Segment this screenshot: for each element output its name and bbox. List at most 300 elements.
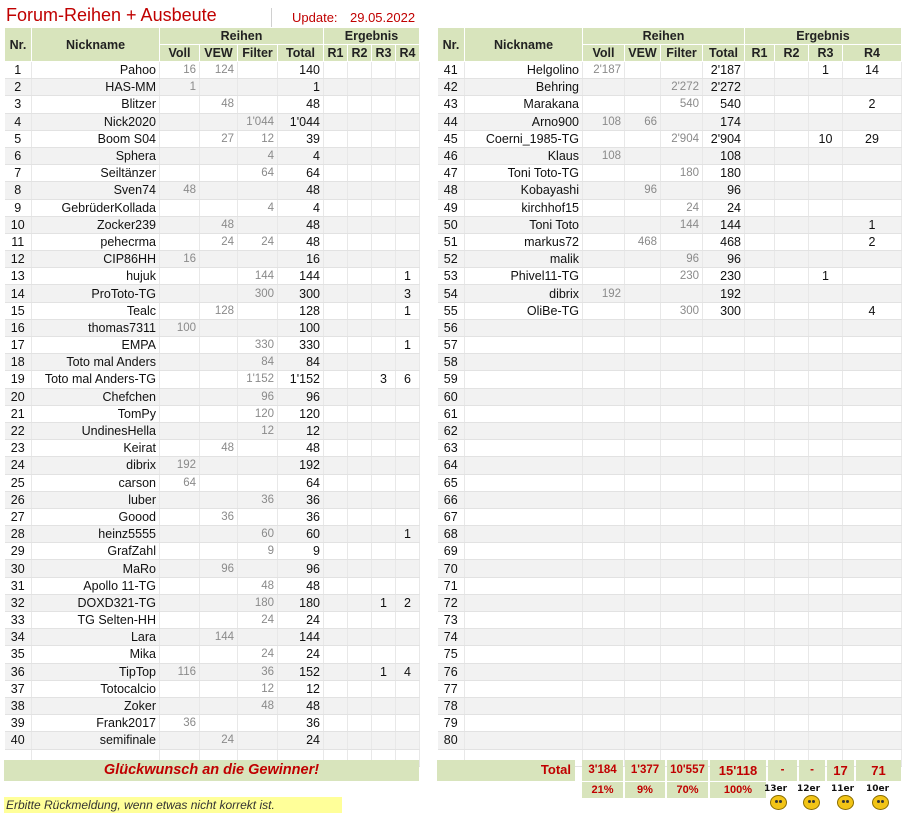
col-header-r3: R3: [372, 45, 396, 62]
r2-cell: [775, 182, 809, 199]
vew-cell: [625, 268, 661, 285]
emoji-11er-icon: [831, 784, 859, 814]
table-row: [5, 440, 420, 457]
r2-cell: [348, 268, 372, 285]
r3-cell: [809, 697, 843, 714]
row-number: 43: [438, 96, 465, 113]
r4-cell: 1: [396, 302, 420, 319]
total-cell: [703, 543, 745, 560]
row-number: 28: [5, 526, 32, 543]
r4-cell: [396, 147, 420, 164]
col-header-r1: R1: [745, 45, 775, 62]
voll-cell: 108: [583, 147, 625, 164]
total-cell: 100: [278, 319, 324, 336]
r3-cell: [372, 233, 396, 250]
r4-cell: [843, 646, 902, 663]
total-cell: 2'272: [703, 79, 745, 96]
r2-cell: [775, 680, 809, 697]
nickname-cell: Keirat: [32, 440, 160, 457]
table-row: [5, 732, 420, 749]
r3-cell: [372, 560, 396, 577]
filter-cell: [238, 182, 278, 199]
r4-cell: [396, 233, 420, 250]
total-cell: 120: [278, 405, 324, 422]
r2-cell: [348, 182, 372, 199]
r4-cell: [396, 113, 420, 130]
nickname-cell: kirchhof15: [465, 199, 583, 216]
filter-cell: [661, 560, 703, 577]
r4-cell: [843, 508, 902, 525]
r1-cell: [324, 371, 348, 388]
r2-cell: [348, 491, 372, 508]
total-cell: [703, 663, 745, 680]
vew-cell: [200, 405, 238, 422]
vew-cell: [625, 440, 661, 457]
vew-cell: [200, 182, 238, 199]
filter-cell: 36: [238, 663, 278, 680]
filter-cell: [661, 697, 703, 714]
r3-cell: [372, 354, 396, 371]
group-header-ergebnis: Ergebnis: [324, 28, 420, 45]
total-cell: [703, 319, 745, 336]
r1-cell: [745, 526, 775, 543]
table-row: [438, 79, 902, 96]
nickname-cell: thomas7311: [32, 319, 160, 336]
voll-cell: 2'187: [583, 62, 625, 79]
row-number: 4: [5, 113, 32, 130]
table-row: [5, 199, 420, 216]
table-row: [438, 182, 902, 199]
row-number: 19: [5, 371, 32, 388]
filter-cell: [661, 526, 703, 543]
total-r4: 71: [856, 760, 901, 781]
total-cell: 96: [703, 182, 745, 199]
nickname-cell: Toni Toto-TG: [465, 165, 583, 182]
r4-cell: [843, 371, 902, 388]
table-row: [438, 199, 902, 216]
voll-cell: [160, 646, 200, 663]
nickname-cell: Sven74: [32, 182, 160, 199]
nickname-cell: [465, 732, 583, 749]
total-cell: 36: [278, 508, 324, 525]
voll-cell: [583, 508, 625, 525]
total-cell: [703, 440, 745, 457]
r4-cell: 29: [843, 130, 902, 147]
vew-cell: [625, 474, 661, 491]
r2-cell: [348, 354, 372, 371]
nickname-cell: Zocker239: [32, 216, 160, 233]
nickname-cell: Zoker: [32, 697, 160, 714]
row-number: 11: [5, 233, 32, 250]
nickname-cell: [465, 680, 583, 697]
table-row: [438, 388, 902, 405]
vew-cell: [200, 147, 238, 164]
r2-cell: [775, 508, 809, 525]
row-number: 2: [5, 79, 32, 96]
table-row: [5, 543, 420, 560]
nickname-cell: OliBe-TG: [465, 302, 583, 319]
r3-cell: [372, 474, 396, 491]
voll-cell: [583, 79, 625, 96]
r1-cell: [324, 268, 348, 285]
r2-cell: [775, 130, 809, 147]
vew-cell: [625, 560, 661, 577]
vew-cell: [200, 697, 238, 714]
filter-cell: [238, 457, 278, 474]
nickname-cell: [465, 697, 583, 714]
row-number: 21: [5, 405, 32, 422]
voll-cell: [583, 337, 625, 354]
r2-cell: [348, 422, 372, 439]
total-cell: 144: [278, 268, 324, 285]
row-number: 18: [5, 354, 32, 371]
voll-cell: [583, 474, 625, 491]
vew-cell: [625, 96, 661, 113]
vew-cell: [625, 629, 661, 646]
table-row: [5, 268, 420, 285]
r4-cell: [843, 147, 902, 164]
r1-cell: [745, 233, 775, 250]
table-row: [5, 251, 420, 268]
r2-cell: [348, 165, 372, 182]
r2-cell: [775, 319, 809, 336]
nickname-cell: Helgolino: [465, 62, 583, 79]
r4-cell: [843, 165, 902, 182]
vew-cell: [200, 491, 238, 508]
r2-cell: [775, 285, 809, 302]
nickname-cell: Toto mal Anders-TG: [32, 371, 160, 388]
total-cell: 2'904: [703, 130, 745, 147]
row-number: 33: [5, 612, 32, 629]
r3-cell: [372, 612, 396, 629]
r4-cell: [843, 337, 902, 354]
table-row: [5, 302, 420, 319]
total-cell: [703, 612, 745, 629]
table-row: [438, 130, 902, 147]
r2-cell: [348, 62, 372, 79]
row-number: 24: [5, 457, 32, 474]
row-number: 38: [5, 697, 32, 714]
table-row: [438, 594, 902, 611]
r4-cell: [843, 251, 902, 268]
r4-cell: 1: [396, 526, 420, 543]
nickname-cell: Mika: [32, 646, 160, 663]
r2-cell: [348, 646, 372, 663]
vew-cell: [625, 251, 661, 268]
r1-cell: [324, 147, 348, 164]
table-row: [438, 612, 902, 629]
r3-cell: [372, 337, 396, 354]
r4-cell: [396, 199, 420, 216]
r1-cell: [745, 508, 775, 525]
vew-cell: [625, 319, 661, 336]
table-row: [5, 508, 420, 525]
vew-cell: [625, 388, 661, 405]
row-number: 76: [438, 663, 465, 680]
table-row: [438, 560, 902, 577]
r4-cell: [843, 405, 902, 422]
r2-cell: [348, 560, 372, 577]
r3-cell: [372, 268, 396, 285]
r1-cell: [745, 491, 775, 508]
voll-cell: [583, 251, 625, 268]
r2-cell: [775, 732, 809, 749]
r3-cell: 1: [809, 62, 843, 79]
r1-cell: [745, 405, 775, 422]
r3-cell: [372, 302, 396, 319]
r3-cell: [809, 216, 843, 233]
row-number: 6: [5, 147, 32, 164]
voll-cell: 16: [160, 62, 200, 79]
nickname-cell: Toni Toto: [465, 216, 583, 233]
r2-cell: [775, 577, 809, 594]
congrats-banner: Glückwunsch an die Gewinner!: [4, 760, 419, 781]
r3-cell: [809, 147, 843, 164]
r1-cell: [745, 577, 775, 594]
voll-cell: [583, 165, 625, 182]
r3-cell: [372, 113, 396, 130]
row-number: 40: [5, 732, 32, 749]
nickname-cell: Phivel11-TG: [465, 268, 583, 285]
vew-cell: [200, 165, 238, 182]
r3-cell: [372, 285, 396, 302]
vew-cell: 24: [200, 732, 238, 749]
r4-cell: [396, 62, 420, 79]
nickname-cell: UndinesHella: [32, 422, 160, 439]
vew-cell: [625, 697, 661, 714]
vew-cell: 124: [200, 62, 238, 79]
r2-cell: [348, 457, 372, 474]
table-row: [438, 319, 902, 336]
table-row: [5, 526, 420, 543]
r1-cell: [324, 182, 348, 199]
r4-cell: [396, 354, 420, 371]
voll-cell: [583, 629, 625, 646]
nickname-cell: markus72: [465, 233, 583, 250]
vew-cell: [625, 526, 661, 543]
r3-cell: [809, 165, 843, 182]
total-cell: 48: [278, 182, 324, 199]
row-number: 34: [5, 629, 32, 646]
total-cell: 2'187: [703, 62, 745, 79]
table-row: [438, 285, 902, 302]
total-cell: 230: [703, 268, 745, 285]
filter-cell: [238, 629, 278, 646]
nickname-cell: [465, 594, 583, 611]
r3-cell: [809, 646, 843, 663]
table-row: [438, 577, 902, 594]
r4-cell: [843, 319, 902, 336]
r3-cell: [809, 388, 843, 405]
total-vew: 1'377: [625, 760, 665, 781]
table-row: [438, 491, 902, 508]
r2-cell: [348, 526, 372, 543]
r1-cell: [324, 440, 348, 457]
table-row: [438, 371, 902, 388]
table-row: [438, 474, 902, 491]
row-number: 22: [5, 422, 32, 439]
table-row: [5, 62, 420, 79]
nickname-cell: TipTop: [32, 663, 160, 680]
filter-cell: 180: [238, 594, 278, 611]
vew-cell: [625, 594, 661, 611]
voll-cell: [160, 285, 200, 302]
r3-cell: [809, 629, 843, 646]
nickname-cell: GebrüderKollada: [32, 199, 160, 216]
filter-cell: [661, 457, 703, 474]
vew-cell: [625, 715, 661, 732]
voll-cell: [583, 216, 625, 233]
total-cell: 48: [278, 96, 324, 113]
voll-cell: [583, 268, 625, 285]
col-header-voll: Voll: [583, 45, 625, 62]
row-number: 80: [438, 732, 465, 749]
r4-cell: [843, 113, 902, 130]
table-row: [438, 663, 902, 680]
r1-cell: [745, 594, 775, 611]
r1-cell: [324, 663, 348, 680]
table-row: [5, 697, 420, 714]
table-row: [438, 543, 902, 560]
total-cell: 180: [278, 594, 324, 611]
nickname-cell: [465, 508, 583, 525]
vew-cell: [625, 543, 661, 560]
voll-cell: 16: [160, 251, 200, 268]
r4-cell: 2: [843, 233, 902, 250]
r1-cell: [745, 319, 775, 336]
filter-cell: [661, 663, 703, 680]
filter-cell: 96: [661, 251, 703, 268]
filter-cell: 540: [661, 96, 703, 113]
total-cell: 24: [278, 612, 324, 629]
total-cell: 192: [703, 285, 745, 302]
r2-cell: [775, 268, 809, 285]
vew-cell: 27: [200, 130, 238, 147]
vew-cell: 96: [625, 182, 661, 199]
r2-cell: [775, 697, 809, 714]
total-cell: 48: [278, 697, 324, 714]
filter-cell: 144: [661, 216, 703, 233]
nickname-cell: [465, 715, 583, 732]
r4-cell: [843, 285, 902, 302]
nickname-cell: Frank2017: [32, 715, 160, 732]
r1-cell: [324, 646, 348, 663]
row-number: 50: [438, 216, 465, 233]
filter-cell: 12: [238, 130, 278, 147]
r4-cell: [396, 697, 420, 714]
filter-cell: [661, 371, 703, 388]
r4-cell: [843, 629, 902, 646]
row-number: 25: [5, 474, 32, 491]
row-number: 37: [5, 680, 32, 697]
total-cell: [703, 732, 745, 749]
total-cell: 300: [703, 302, 745, 319]
voll-cell: [160, 732, 200, 749]
r1-cell: [324, 697, 348, 714]
nickname-cell: [465, 405, 583, 422]
row-number: 59: [438, 371, 465, 388]
filter-cell: [661, 612, 703, 629]
filter-cell: [661, 113, 703, 130]
table-row: [5, 216, 420, 233]
r3-cell: [372, 577, 396, 594]
voll-cell: [160, 337, 200, 354]
filter-cell: [661, 543, 703, 560]
vew-cell: [625, 165, 661, 182]
r4-cell: 4: [843, 302, 902, 319]
r4-cell: [843, 594, 902, 611]
voll-cell: [160, 629, 200, 646]
filter-cell: 9: [238, 543, 278, 560]
r4-cell: [396, 577, 420, 594]
vew-cell: [625, 79, 661, 96]
table-row: [438, 302, 902, 319]
filter-cell: [661, 577, 703, 594]
row-number: 70: [438, 560, 465, 577]
voll-cell: [160, 96, 200, 113]
filter-cell: 12: [238, 680, 278, 697]
vew-cell: 468: [625, 233, 661, 250]
total-cell: 48: [278, 216, 324, 233]
r1-cell: [745, 165, 775, 182]
r4-cell: [843, 612, 902, 629]
col-header-r4: R4: [843, 45, 902, 62]
nickname-cell: Toto mal Anders: [32, 354, 160, 371]
row-number: 78: [438, 697, 465, 714]
table-row: [5, 182, 420, 199]
row-number: 74: [438, 629, 465, 646]
row-number: 52: [438, 251, 465, 268]
r4-cell: [843, 732, 902, 749]
r2-cell: [348, 319, 372, 336]
filter-cell: 144: [238, 268, 278, 285]
r2-cell: [775, 543, 809, 560]
voll-cell: [583, 457, 625, 474]
r1-cell: [745, 182, 775, 199]
voll-cell: [160, 543, 200, 560]
r1-cell: [745, 560, 775, 577]
total-cell: 152: [278, 663, 324, 680]
r2-cell: [775, 422, 809, 439]
total-cell: 1'044: [278, 113, 324, 130]
vew-cell: [625, 680, 661, 697]
voll-cell: 100: [160, 319, 200, 336]
col-header-r4: R4: [396, 45, 420, 62]
r3-cell: [809, 96, 843, 113]
r3-cell: [809, 560, 843, 577]
nickname-cell: Marakana: [465, 96, 583, 113]
r3-cell: [809, 715, 843, 732]
r3-cell: [809, 680, 843, 697]
r3-cell: [372, 79, 396, 96]
row-number: 68: [438, 526, 465, 543]
row-number: 8: [5, 182, 32, 199]
row-number: 27: [5, 508, 32, 525]
nickname-cell: [465, 577, 583, 594]
r3-cell: [809, 457, 843, 474]
voll-cell: [583, 388, 625, 405]
r2-cell: [775, 216, 809, 233]
table-row: [438, 337, 902, 354]
row-number: 58: [438, 354, 465, 371]
vew-cell: [200, 251, 238, 268]
r3-cell: [372, 508, 396, 525]
r1-cell: [324, 388, 348, 405]
vew-cell: [625, 285, 661, 302]
r3-cell: [372, 697, 396, 714]
row-number: 5: [5, 130, 32, 147]
row-number: 57: [438, 337, 465, 354]
